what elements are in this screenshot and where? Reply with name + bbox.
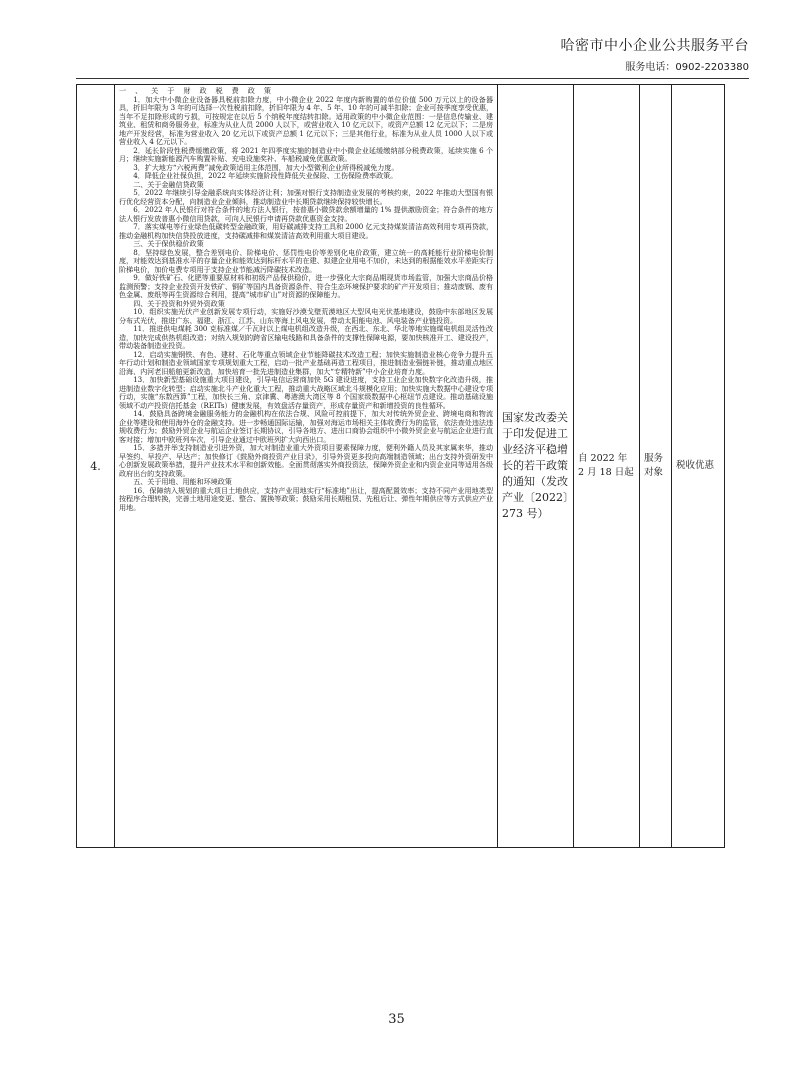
policy-document-cell — [498, 85, 574, 848]
policy-paragraph: 10．组织实施光伏产业创新发展专项行动，实施好沙漠戈壁荒漠地区大型风电光伏基地建设，鼓励中东部地区发展分布式光伏，推进广东、福建、浙江、江苏、山东等海上风电发展，带动太阳能电池、风电装备产业链投资。 — [119, 307, 493, 325]
policy-paragraph: 8．坚持绿色发展，整合差别电价、阶梯电价、惩罚性电价等差别化电价政策，建立统一的高耗能行业阶梯电价制度，对能效达到基准水平的存量企业和能效达到标杆水平的在建、拟建企业用电不加价，未达到的根据能效水平差距实行阶梯电价，加价电费专项用于支持企业节能减污降碳技术改造。 — [119, 247, 493, 274]
policy-paragraph: 12．启动实施钢铁、有色、建材、石化等重点领域企业节能降碳技术改造工程；加快实施制造业核心竞争力提升五年行动计划和制造业领域国家专项规划重大工程，启动一批产业基础再造工程项目，推进制造业强链补链，推动重点地区沿海、内河老旧船舶更新改造，加快培育一批先进制造业集群，加大“专精特新”中小企业培育力度。 — [119, 349, 493, 376]
service-object: 服务对象 — [644, 453, 664, 478]
policy-paragraph: 11．推进供电煤耗 300 克标准煤／千瓦时以上煤电机组改造升级，在西北、东北、华北等地实施煤电机组灵活性改造，加快完成供热机组改造；对纳入规划的跨省区输电线路和具备条件的支撑性保障电源，要加快核准开工、建设投产，带动装备制造业投资。 — [119, 324, 493, 350]
service-object-cell — [640, 85, 672, 848]
header-service-phone: 服务电话：0902-2203380 — [625, 62, 749, 73]
policy-document-title: 国家发改委关于印发促进工业经济平稳增长的若干政策的通知（发改产业〔2022〕273 号） — [502, 411, 569, 520]
policy-type: 税收优惠 — [676, 460, 715, 471]
policy-table — [76, 84, 725, 848]
policy-paragraph: 6．2022 年人民银行对符合条件的地方法人银行，按普惠小微贷款余额增量的 1% 提供激励资金；符合条件的地方法人银行发放普惠小微信用贷款，可向人民银行申请再贷款优惠资金支持。 — [119, 205, 493, 223]
policy-paragraph: 5．2022 年继续引导金融系统向实体经济让利；加强对银行支持制造业发展的考核约束，2022 年推动大型国有银行优化经营资本分配，向制造业企业倾斜，推动制造业中长期贷款继续保持较快增长。 — [119, 188, 493, 206]
policy-content-cell — [115, 85, 498, 848]
policy-paragraph: 16．保障纳入规划的重大项目土地供应，支持产业用地实行“标准地”出让，提高配置效率；支持不同产业用地类型按程序合理转换，完善土地用途变更、整合、置换等政策；鼓励采用长期租赁、先租后让、弹性年期供应等方式供应产业用地。 — [119, 485, 493, 512]
row-number: 4. — [90, 459, 101, 473]
table-row — [77, 85, 725, 848]
policy-content — [115, 85, 497, 514]
page-header — [561, 36, 750, 76]
policy-paragraph: 一、关于财政税费政策 — [119, 86, 280, 95]
policy-paragraph: 14．鼓励具备跨境金融服务能力的金融机构在依法合规、风险可控前提下，加大对传统外贸企业、跨境电商和物流企业等建设和使用海外仓的金融支持。进一步畅通国际运输，加强对海运市场相关主体收费行为的监管，依法查处违法违规收费行为；鼓励外贸企业与航运企业签订长期协议，引导各地方、进出口商协会组织中小微外贸企业与航运企业进行直客对接；增加中欧班列车次，引导企业通过中欧班列扩大向西出口。 — [119, 409, 493, 444]
header-divider — [76, 78, 749, 79]
policy-paragraph: 7．落实煤电等行业绿色低碳转型金融政策，用好碳减排支持工具和 2000 亿元支持煤炭清洁高效利用专项再贷款，推动金融机构加快信贷投放进度，支持碳减排和煤炭清洁高效利用重大项目建设。 — [119, 222, 493, 240]
policy-paragraph: 五、关于用地、用能和环境政策 — [133, 477, 232, 486]
effective-date: 自 2022 年 2 月 18 日起 — [578, 453, 634, 478]
policy-paragraph: 4．降低企业社保负担，2022 年延续实施阶段性降低失业保险、工伤保险费率政策。 — [133, 171, 398, 180]
effective-date-cell — [574, 85, 640, 848]
policy-paragraph: 15．多措并举支持制造业引进外资，加大对制造业重大外资项目要素保障力度，便利外籍人员及其家属来华，推动早签约、早投产、早达产；加快修订《鼓励外商投资产业目录》，引导外资更多投向高端制造领域；出台支持外资研发中心创新发展政策举措，提升产业技术水平和创新效能。全面贯彻落实外商投资法，保障外资企业和内资企业同等适用各级政府出台的支持政策。 — [119, 443, 493, 478]
policy-type-cell — [672, 85, 725, 848]
header-org-name: 哈密市中小企业公共服务平台 — [560, 38, 749, 54]
policy-paragraph: 13．加快新型基础设施重大项目建设，引导电信运营商加快 5G 建设进度，支持工业企业加快数字化改造升级，推进制造业数字化转型；启动实施北斗产业化重大工程，推动重大战略区域北斗规模化应用；加快实施大数据中心建设专项行动，实施“东数西算”工程，加快长三角、京津冀、粤港澳大湾区等 8 个国家级数据中心枢纽节点建设。推动基础设施领域不动产投资信托基金（REITs）健康发展，有效盘活存量资产，形成存量资产和新增投资的良性循环。 — [119, 375, 493, 410]
policy-paragraph: 四、关于投资和外贸外资政策 — [133, 298, 225, 308]
row-number-cell — [77, 85, 115, 848]
policy-paragraph: 2．延长阶段性税费缓缴政策，将 2021 年四季度实施的制造业中小微企业延缓缴纳部分税费政策，延续实施 6 个月；继续实施新能源汽车购置补贴、充电设施奖补、车船税减免优惠政策。 — [119, 145, 493, 163]
policy-paragraph: 二、关于金融信贷政策 — [133, 179, 204, 189]
page-number: 35 — [388, 1012, 405, 1027]
policy-paragraph: 三、关于保供稳价政策 — [133, 239, 204, 248]
policy-paragraph: 3．扩大地方“六税两费”减免政策适用主体范围，加大小型微利企业所得税减免力度。 — [133, 162, 399, 172]
policy-paragraph: 9．做好铁矿石、化肥等重要原材料和初级产品保供稳价，进一步强化大宗商品期现货市场监管，加强大宗商品价格监测预警；支持企业投资开发铁矿、铜矿等国内具备资源条件、符合生态环境保护要求的矿产开发项目；推动废钢、废有色金属、废纸等再生资源综合利用，提高“城市矿山”对资源的保障能力。 — [119, 273, 493, 299]
policy-paragraph: 1．加大中小微企业设备器具税前扣除力度，中小微企业 2022 年度内新购置的单位价值 500 万元以上的设备器具，折旧年限为 3 年的可选择一次性税前扣除，折旧年限为 4 年、5 年、10 年的可减半扣除；企业可按季度享受优惠，当年不足扣除形成的亏损，可按规定在以后 5 个纳税年度结转扣除。适用政策的中小微企业范围：一是信息传输业、建筑业、租赁和商务服务业，标准为从业人员 2000 人以下，或营业收入 10 亿元以下，或资产总额 12 亿元以下；二是房地产开发经营，标准为营业收入 20 亿元以下或资产总额 1 亿元以下；三是其他行业，标准为从业人员 1000 人以下或营业收入 4 亿元以下。 — [119, 94, 493, 146]
